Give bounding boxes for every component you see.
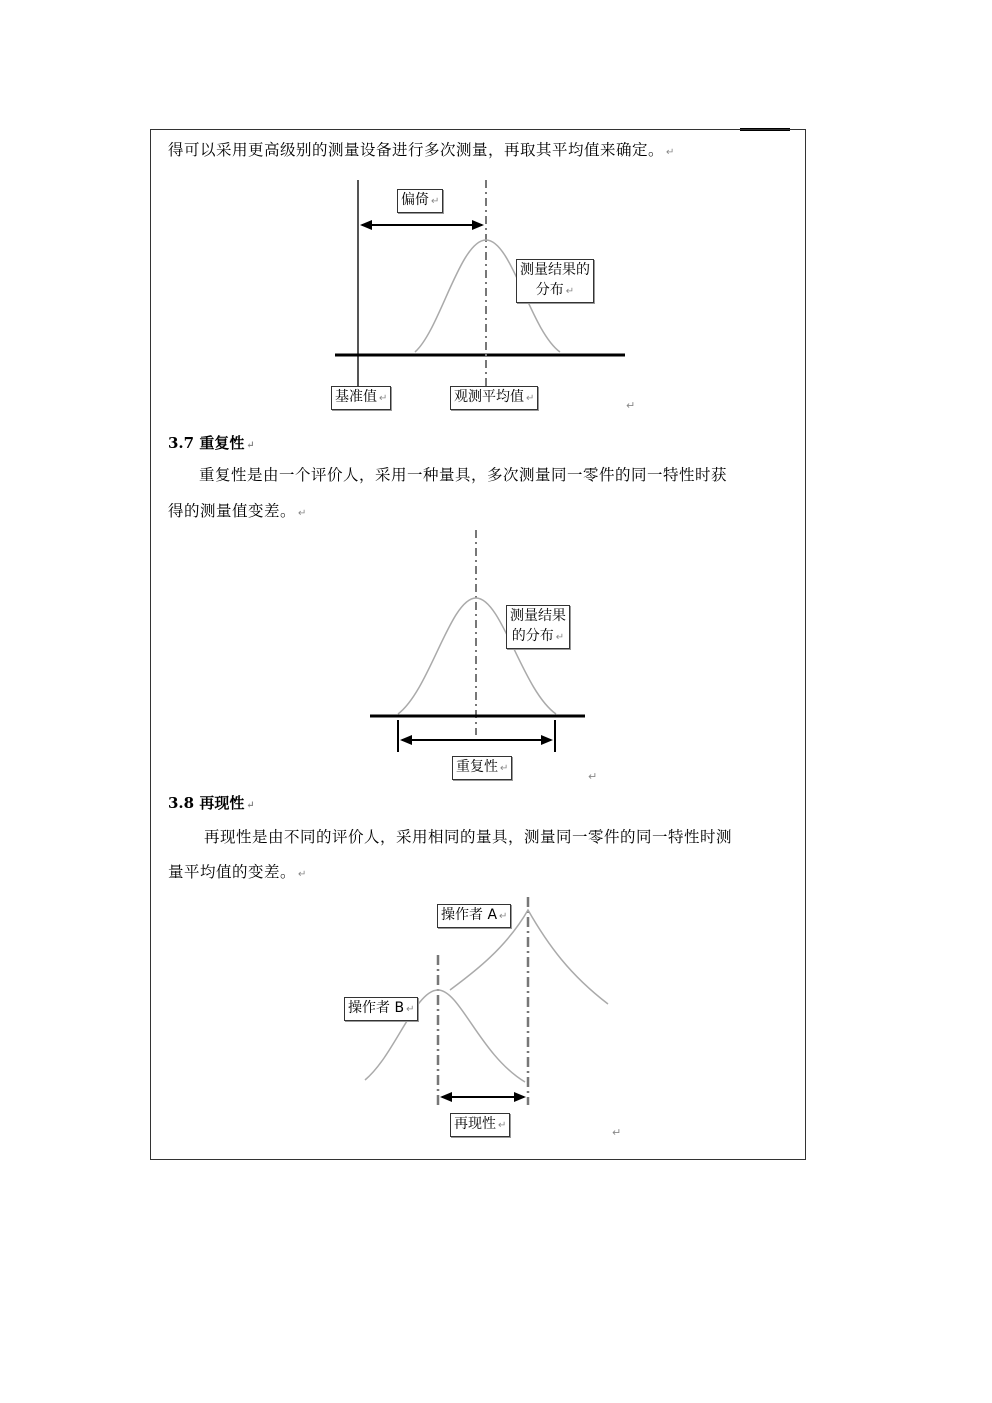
- distribution-label-line1: 测量结果的: [520, 262, 590, 278]
- return-mark: ↵: [612, 1126, 622, 1139]
- distribution-label-line2: 的分布: [511, 628, 554, 644]
- reference-value-text: 基准值: [335, 389, 377, 405]
- return-mark: ↵: [298, 869, 307, 880]
- section-heading-37-text: 3.7 重复性: [168, 434, 245, 452]
- operator-a-label: [437, 904, 511, 928]
- return-mark: ↵: [499, 911, 508, 922]
- return-mark: ↵: [246, 440, 255, 451]
- reproducibility-label-text: 再现性: [454, 1116, 496, 1132]
- return-mark: ↵: [246, 800, 255, 811]
- return-mark: ↵: [565, 286, 575, 297]
- arrow-head-left: [440, 1092, 452, 1102]
- operator-b-text: 操作者 B: [348, 1000, 405, 1016]
- operator-a-text: 操作者 A: [441, 907, 498, 923]
- distribution-label-line2: 分布: [535, 282, 564, 298]
- section-37-para-line1: 重复性是由一个评价人，采用一种量具，多次测量同一零件的同一特性时获: [199, 466, 728, 484]
- section-38-para-line1: 再现性是由不同的评价人，采用相同的量具，测量同一零件的同一特性时测: [204, 828, 733, 846]
- return-mark: ↵: [498, 1120, 507, 1131]
- section-38-para-line2-text: 量平均值的变差。: [168, 863, 297, 881]
- arrow-head-right: [514, 1092, 526, 1102]
- return-mark: ↵: [588, 770, 598, 783]
- intro-text: 得可以采用更高级别的测量设备进行多次测量，再取其平均值来确定。: [168, 141, 665, 159]
- operator-b-label: [344, 997, 418, 1021]
- return-mark: ↵: [500, 763, 509, 774]
- repeatability-label-text: 重复性: [456, 759, 498, 775]
- observed-mean-text: 观测平均值: [454, 389, 524, 405]
- section-37-para-line2-text: 得的测量值变差。: [168, 502, 297, 520]
- return-mark: ↵: [626, 399, 636, 412]
- return-mark: ↵: [526, 393, 535, 404]
- return-mark: ↵: [431, 196, 440, 207]
- return-mark: ↵: [666, 147, 675, 158]
- distribution-label-line1: 测量结果: [510, 608, 566, 624]
- section-heading-38-text: 3.8 再现性: [168, 794, 245, 812]
- return-mark: ↵: [555, 632, 565, 643]
- bias-label-text: 偏倚: [401, 192, 429, 208]
- reproducibility-label: [450, 1113, 510, 1137]
- return-mark: ↵: [379, 393, 388, 404]
- return-mark: ↵: [406, 1004, 415, 1015]
- return-mark: ↵: [298, 508, 307, 519]
